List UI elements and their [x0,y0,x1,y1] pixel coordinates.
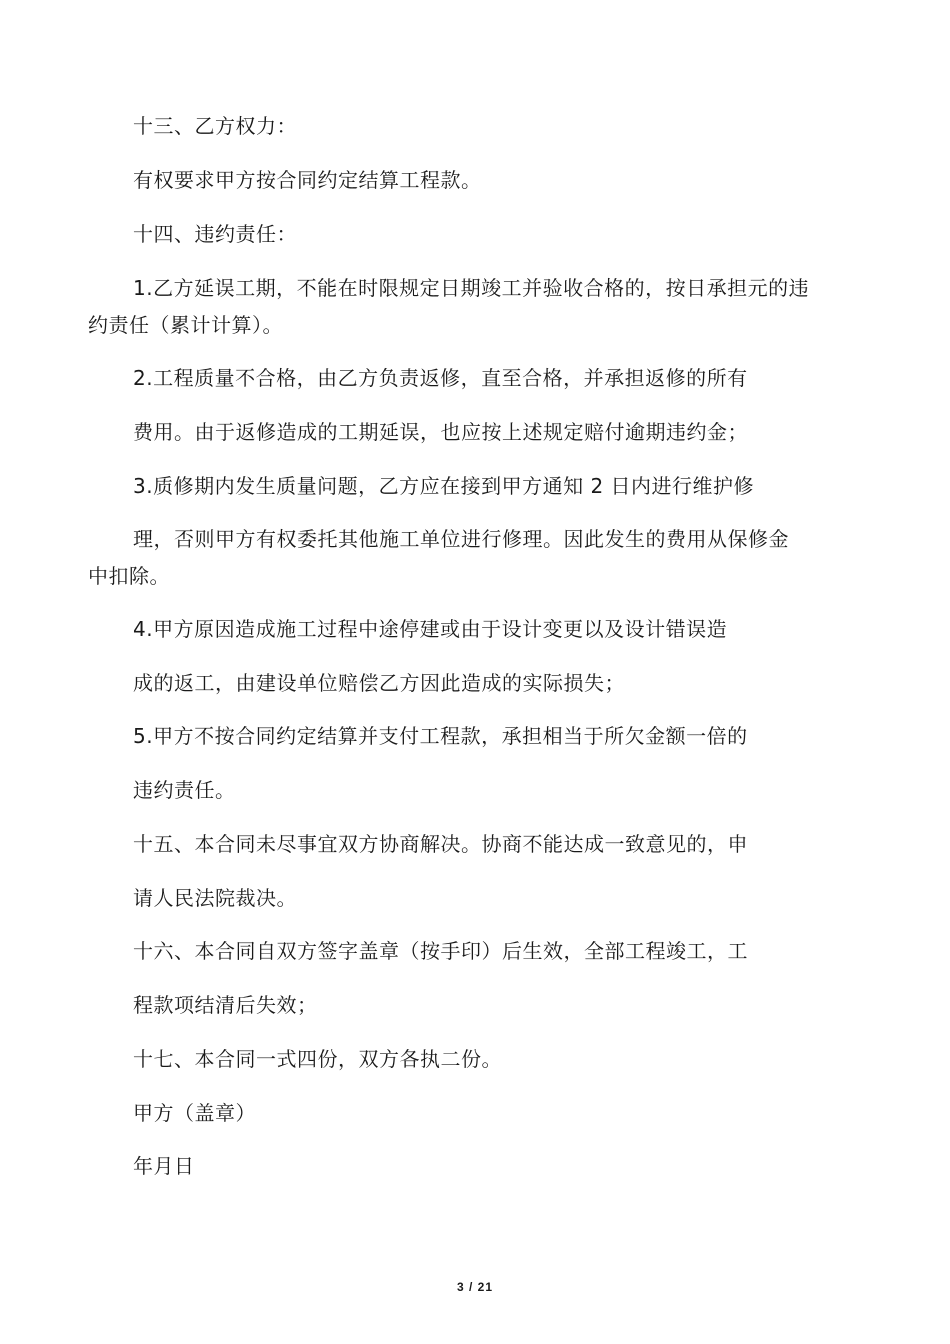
party-a-seal-label: 甲方（盖章） [133,1101,256,1125]
paragraph-text: 费用。由于返修造成的工期延误，也应按上述规定赔付逾期违约金； [133,420,748,444]
paragraph-text: 成的返工，由建设单位赔偿乙方因此造成的实际损失； [133,671,625,695]
paragraph-text: 请人民法院裁决。 [133,886,297,910]
paragraph-text: 5.甲方不按合同约定结算并支付工程款，承担相当于所欠金额一倍的 [133,724,748,748]
clause-15-text: 十五、本合同未尽事宜双方协商解决。协商不能达成一致意见的，申 [133,832,748,856]
paragraph-text: 3.质修期内发生质量问题，乙方应在接到甲方通知 2 日内进行维护修 [133,474,755,498]
paragraph-text: 程款项结清后失效； [133,993,318,1017]
date-label: 年月日 [133,1154,195,1178]
paragraph-text: 中扣除。 [88,564,170,588]
paragraph-text: 约责任（累计计算）。 [88,313,283,337]
clause-13-heading: 十三、乙方权力： [133,114,297,138]
clause-17-text: 十七、本合同一式四份，双方各执二份。 [133,1047,502,1071]
paragraph-text: 2.工程质量不合格，由乙方负责返修，直至合格，并承担返修的所有 [133,366,748,390]
paragraph-text: 4.甲方原因造成施工过程中途停建或由于设计变更以及设计错误造 [133,617,728,641]
clause-14-heading: 十四、违约责任： [133,222,297,246]
page-number: 3 / 21 [456,1280,494,1294]
clause-16-text: 十六、本合同自双方签字盖章（按手印）后生效，全部工程竣工，工 [133,939,748,963]
paragraph-text: 1.乙方延误工期，不能在时限规定日期竣工并验收合格的，按日承担元的违 [133,276,810,300]
paragraph-text: 违约责任。 [133,778,236,802]
paragraph-text: 理，否则甲方有权委托其他施工单位进行修理。因此发生的费用从保修金 [133,527,789,551]
paragraph-text: 有权要求甲方按合同约定结算工程款。 [133,168,482,192]
